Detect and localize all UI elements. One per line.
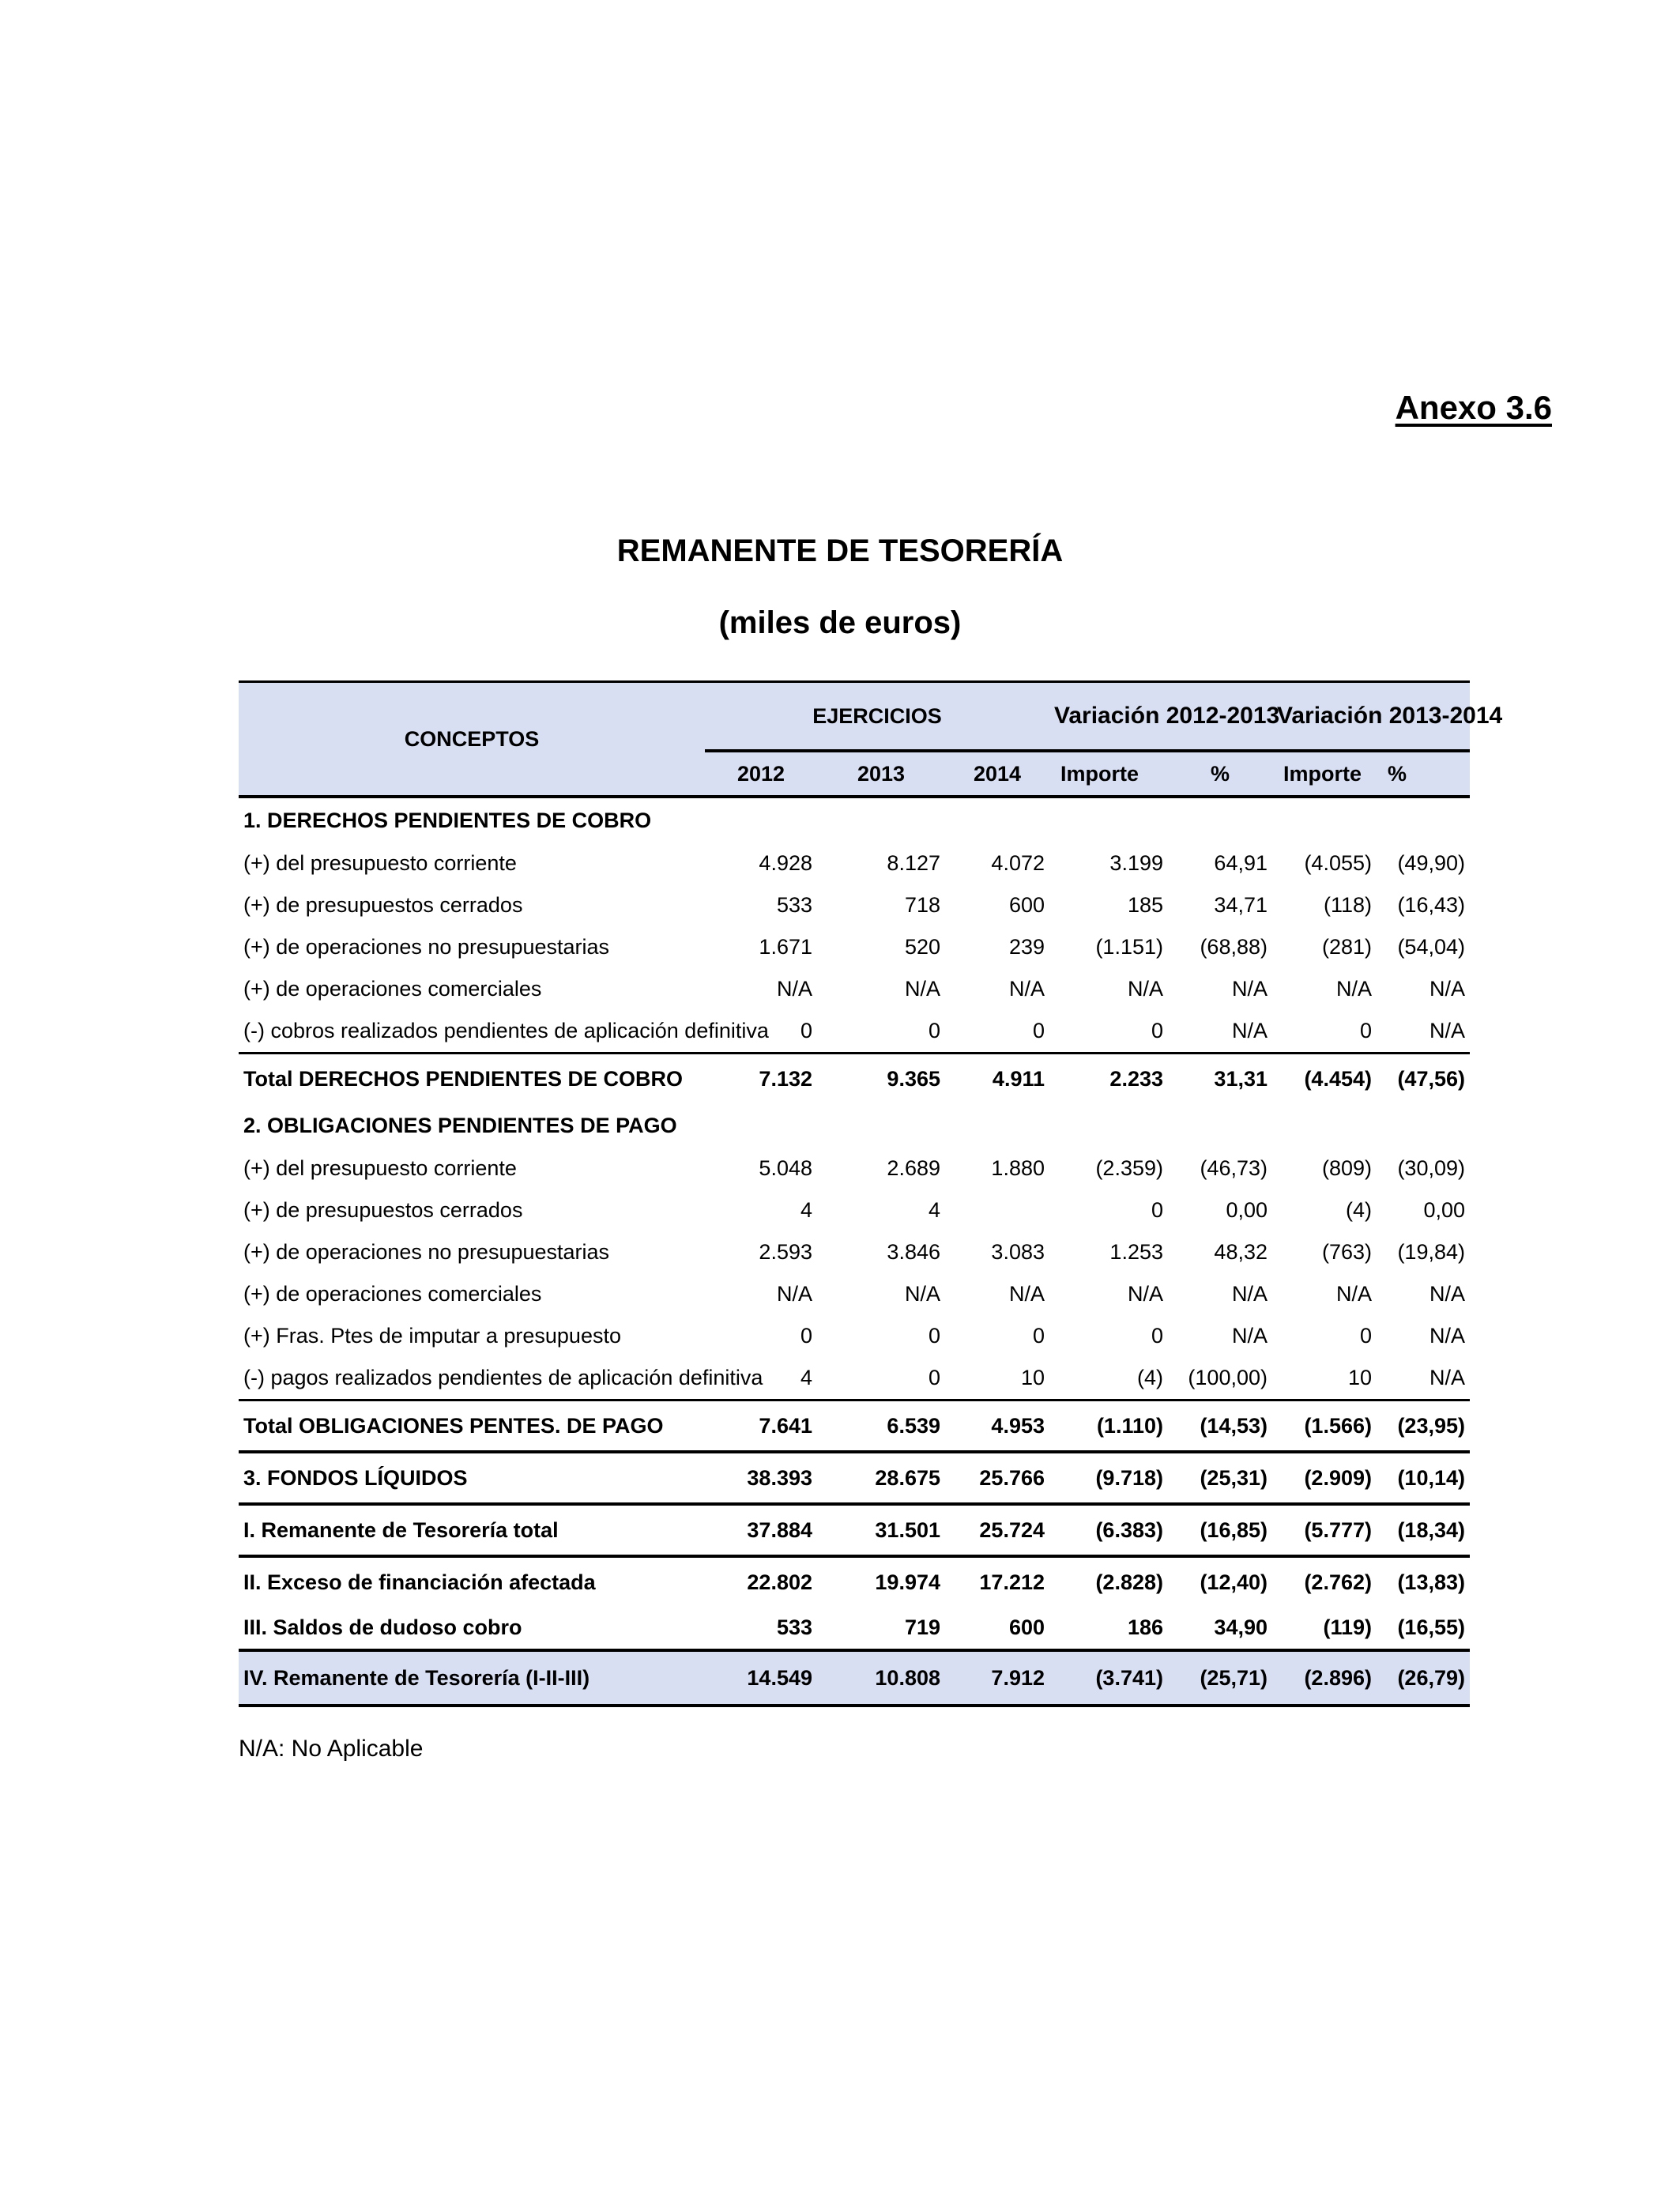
table-row xyxy=(239,1315,1470,1357)
table-cell: (763) xyxy=(1321,1240,1372,1264)
table-row xyxy=(239,926,1470,968)
table-cell: 186 xyxy=(1127,1615,1163,1639)
table-cell: 0,00 xyxy=(1423,1198,1465,1222)
table-cell: 533 xyxy=(776,893,812,917)
table-cell: 185 xyxy=(1127,893,1163,917)
table-cell: 7.132 xyxy=(705,1054,817,1104)
table-cell: (54,04) xyxy=(1397,935,1465,959)
table-row xyxy=(239,843,1470,884)
table-cell: (4) xyxy=(1346,1198,1372,1222)
table-cell: 8.127 xyxy=(887,851,940,875)
table-cell: 17.212 xyxy=(945,1556,1049,1607)
table-cell: 4.953 xyxy=(945,1400,1049,1453)
table-cell: N/A xyxy=(1429,1019,1465,1042)
table-cell: N/A xyxy=(1008,1282,1045,1306)
table-cell: (46,73) xyxy=(1200,1156,1268,1180)
table-cell: 5.048 xyxy=(759,1156,812,1180)
table-cell: 7.912 xyxy=(945,1650,1049,1706)
table-cell: 22.802 xyxy=(705,1556,817,1607)
table-cell: N/A xyxy=(904,977,940,1001)
table-cell: (1.110) xyxy=(1049,1400,1168,1453)
table-cell: (2.762) xyxy=(1272,1556,1377,1607)
table-cell: (1.151) xyxy=(1095,935,1163,959)
table-cell: N/A xyxy=(1231,1282,1268,1306)
table-cell: (30,09) xyxy=(1397,1156,1465,1180)
header-2014: 2014 xyxy=(945,751,1049,797)
table-cell: 4.072 xyxy=(991,851,1045,875)
table-cell: 533 xyxy=(776,1615,812,1639)
table-cell: (12,40) xyxy=(1168,1556,1272,1607)
table-cell: 10 xyxy=(1020,1366,1045,1389)
table-cell: 64,91 xyxy=(1214,851,1268,875)
header-importe-1: Importe xyxy=(1049,751,1168,797)
table-cell: (19,84) xyxy=(1397,1240,1465,1264)
table-cell: 38.393 xyxy=(705,1452,817,1504)
table-cell: (4) xyxy=(1137,1366,1163,1389)
table-cell: 1.671 xyxy=(759,935,812,959)
table-cell: 48,32 xyxy=(1214,1240,1268,1264)
table-cell: N/A xyxy=(1429,1282,1465,1306)
table-cell: (6.383) xyxy=(1049,1504,1168,1556)
table-cell: 0 xyxy=(928,1366,940,1389)
page-title: REMANENTE DE TESORERÍA xyxy=(616,533,1064,568)
table-cell: (68,88) xyxy=(1200,935,1268,959)
table-cell: 10.808 xyxy=(817,1650,945,1706)
table-cell: (118) xyxy=(1323,893,1372,917)
derechos-total xyxy=(239,1054,1470,1104)
table-cell: N/A xyxy=(1429,977,1465,1001)
section-derechos-label: 1. DERECHOS PENDIENTES DE COBRO xyxy=(243,808,652,832)
row-label: (+) de presupuestos cerrados xyxy=(243,893,523,917)
table-header-row-1 xyxy=(239,682,1470,752)
header-pct-1: % xyxy=(1168,751,1272,797)
table-cell: 0 xyxy=(1151,1198,1163,1222)
row-label: 3. FONDOS LÍQUIDOS xyxy=(239,1452,705,1504)
table-cell: N/A xyxy=(1127,1282,1163,1306)
obligaciones-total xyxy=(239,1400,1470,1453)
table-cell: (4.454) xyxy=(1272,1054,1377,1104)
table-cell: 4.928 xyxy=(759,851,812,875)
row-label: II. Exceso de financiación afectada xyxy=(239,1556,705,1607)
row-label: Total DERECHOS PENDIENTES DE COBRO xyxy=(239,1054,705,1104)
table-cell: 600 xyxy=(1008,893,1045,917)
remanente-total-row xyxy=(239,1504,1470,1556)
table-cell: (2.896) xyxy=(1272,1650,1377,1706)
remanente-final-row xyxy=(239,1650,1470,1706)
table-cell: (809) xyxy=(1321,1156,1372,1180)
table-cell: 0 xyxy=(1151,1324,1163,1348)
table-cell: (49,90) xyxy=(1397,851,1465,875)
table-row xyxy=(239,1400,1470,1453)
table-cell: (100,00) xyxy=(1188,1366,1268,1389)
table-cell: 0 xyxy=(1359,1324,1372,1348)
footnote: N/A: No Aplicable xyxy=(239,1736,424,1762)
table-row xyxy=(239,1452,1470,1504)
table-row xyxy=(239,1054,1470,1104)
table-row xyxy=(239,1148,1470,1189)
header-variacion-2012-2013: Variación 2012-2013 xyxy=(1049,682,1272,752)
table-cell: 4 xyxy=(800,1198,812,1222)
table-cell: 31.501 xyxy=(817,1504,945,1556)
table-cell: 2.233 xyxy=(1049,1054,1168,1104)
header-conceptos: CONCEPTOS xyxy=(239,682,705,797)
row-label: III. Saldos de dudoso cobro xyxy=(243,1615,522,1639)
table-cell: 2.689 xyxy=(887,1156,940,1180)
table-cell: 719 xyxy=(904,1615,940,1639)
table-row xyxy=(239,1189,1470,1231)
row-label: (+) del presupuesto corriente xyxy=(243,1156,517,1180)
table-cell: 718 xyxy=(904,893,940,917)
annex-label: Anexo 3.6 xyxy=(1395,389,1552,426)
table-cell: (4.055) xyxy=(1304,851,1372,875)
table-cell: N/A xyxy=(1127,977,1163,1001)
table-cell: N/A xyxy=(1231,1324,1268,1348)
table-cell: 0 xyxy=(1359,1019,1372,1042)
table-cell: 0,00 xyxy=(1226,1198,1268,1222)
table-cell: 1.880 xyxy=(991,1156,1045,1180)
table-cell: (16,43) xyxy=(1397,893,1465,917)
dudoso-row xyxy=(239,1607,1470,1650)
row-label: (-) pagos realizados pendientes de aplicación definitiva xyxy=(243,1366,763,1389)
row-label: (-) cobros realizados pendientes de aplicación definitiva xyxy=(243,1019,769,1042)
table-cell: N/A xyxy=(1335,977,1372,1001)
table-cell: (47,56) xyxy=(1377,1054,1470,1104)
row-label: I. Remanente de Tesorería total xyxy=(239,1504,705,1556)
table-cell: 6.539 xyxy=(817,1400,945,1453)
table-cell: 1.253 xyxy=(1109,1240,1163,1264)
table-cell: 0 xyxy=(1151,1019,1163,1042)
table-row xyxy=(239,1231,1470,1273)
table-cell: (13,83) xyxy=(1377,1556,1470,1607)
table-row xyxy=(239,968,1470,1010)
table-cell: 37.884 xyxy=(705,1504,817,1556)
table-cell: 0 xyxy=(1032,1019,1045,1042)
header-2013: 2013 xyxy=(817,751,945,797)
header-importe-2: Importe xyxy=(1272,751,1377,797)
table-cell: 2.593 xyxy=(759,1240,812,1264)
table-cell: N/A xyxy=(1231,1019,1268,1042)
table-cell: 520 xyxy=(904,935,940,959)
table-cell: 239 xyxy=(1008,935,1045,959)
table-row xyxy=(239,1010,1470,1054)
table-row xyxy=(239,1273,1470,1315)
table-cell: (3.741) xyxy=(1049,1650,1168,1706)
table-cell: 0 xyxy=(928,1019,940,1042)
header-ejercicios: EJERCICIOS xyxy=(705,682,1049,752)
table-cell: (119) xyxy=(1323,1615,1372,1639)
table-cell: 10 xyxy=(1347,1366,1372,1389)
table-cell: 19.974 xyxy=(817,1556,945,1607)
table-cell: (2.909) xyxy=(1272,1452,1377,1504)
row-label: (+) de operaciones comerciales xyxy=(243,1282,542,1306)
table-cell: (25,71) xyxy=(1168,1650,1272,1706)
fondos-row xyxy=(239,1452,1470,1504)
table-cell: 25.724 xyxy=(945,1504,1049,1556)
table-cell: 25.766 xyxy=(945,1452,1049,1504)
header-2012: 2012 xyxy=(705,751,817,797)
table-cell: 34,90 xyxy=(1214,1615,1268,1639)
table-cell: N/A xyxy=(1335,1282,1372,1306)
table-cell: (23,95) xyxy=(1377,1400,1470,1453)
table-cell: N/A xyxy=(1231,977,1268,1001)
table-row xyxy=(239,1504,1470,1556)
table-row xyxy=(239,1607,1470,1650)
table-cell: 3.846 xyxy=(887,1240,940,1264)
header-variacion-2013-2014: Variación 2013-2014 xyxy=(1272,682,1470,752)
table-cell: (1.566) xyxy=(1272,1400,1377,1453)
table-cell: 7.641 xyxy=(705,1400,817,1453)
header-pct-2: % xyxy=(1377,751,1470,797)
table-cell: (2.359) xyxy=(1095,1156,1163,1180)
table-cell: 34,71 xyxy=(1214,893,1268,917)
table-cell: 4.911 xyxy=(945,1054,1049,1104)
table-cell: N/A xyxy=(904,1282,940,1306)
table-cell: (10,14) xyxy=(1377,1452,1470,1504)
row-label: Total OBLIGACIONES PENTES. DE PAGO xyxy=(239,1400,705,1453)
section-obligaciones xyxy=(239,1103,1470,1148)
table-cell: 0 xyxy=(928,1324,940,1348)
row-label: (+) de presupuestos cerrados xyxy=(243,1198,523,1222)
table-row xyxy=(239,1650,1470,1706)
treasury-table xyxy=(239,680,1503,1707)
table-cell: (16,85) xyxy=(1168,1504,1272,1556)
table-cell: 4 xyxy=(928,1198,940,1222)
table-cell: (5.777) xyxy=(1272,1504,1377,1556)
table-cell: 0 xyxy=(800,1019,812,1042)
row-label: (+) de operaciones no presupuestarias xyxy=(243,1240,610,1264)
table-cell: N/A xyxy=(1008,977,1045,1001)
row-label: (+) de operaciones comerciales xyxy=(243,977,542,1001)
row-label: (+) del presupuesto corriente xyxy=(243,851,517,875)
exceso-row xyxy=(239,1556,1470,1607)
table-cell: 0 xyxy=(800,1324,812,1348)
table-cell: 4 xyxy=(800,1366,812,1389)
table-cell: N/A xyxy=(776,1282,812,1306)
table-row xyxy=(239,1357,1470,1400)
table-cell: 0 xyxy=(1032,1324,1045,1348)
table-cell: (16,55) xyxy=(1397,1615,1465,1639)
table-cell: 28.675 xyxy=(817,1452,945,1504)
table-cell: (18,34) xyxy=(1377,1504,1470,1556)
page-subtitle: (miles de euros) xyxy=(718,605,962,640)
table-cell: N/A xyxy=(1429,1366,1465,1389)
table-cell: (2.828) xyxy=(1049,1556,1168,1607)
row-label: IV. Remanente de Tesorería (I-II-III) xyxy=(239,1650,705,1706)
table-cell xyxy=(945,1189,1049,1231)
row-label: (+) de operaciones no presupuestarias xyxy=(243,935,610,959)
table-cell: 14.549 xyxy=(705,1650,817,1706)
section-derechos xyxy=(239,797,1470,843)
derechos-rows xyxy=(239,843,1470,1054)
table-cell: 31,31 xyxy=(1168,1054,1272,1104)
table-cell: (25,31) xyxy=(1168,1452,1272,1504)
table-cell: 3.083 xyxy=(991,1240,1045,1264)
table-row xyxy=(239,1556,1470,1607)
table-cell: (281) xyxy=(1321,935,1372,959)
table-cell: (14,53) xyxy=(1168,1400,1272,1453)
section-obligaciones-label: 2. OBLIGACIONES PENDIENTES DE PAGO xyxy=(243,1113,677,1137)
table-cell: (26,79) xyxy=(1377,1650,1470,1706)
table-cell: (9.718) xyxy=(1049,1452,1168,1504)
table-cell: 600 xyxy=(1008,1615,1045,1639)
table-cell: N/A xyxy=(1429,1324,1465,1348)
table-cell: 3.199 xyxy=(1109,851,1163,875)
obligaciones-rows xyxy=(239,1148,1470,1400)
row-label: (+) Fras. Ptes de imputar a presupuesto xyxy=(243,1324,621,1348)
table-row xyxy=(239,884,1470,926)
table-cell: N/A xyxy=(776,977,812,1001)
table-cell: 9.365 xyxy=(817,1054,945,1104)
